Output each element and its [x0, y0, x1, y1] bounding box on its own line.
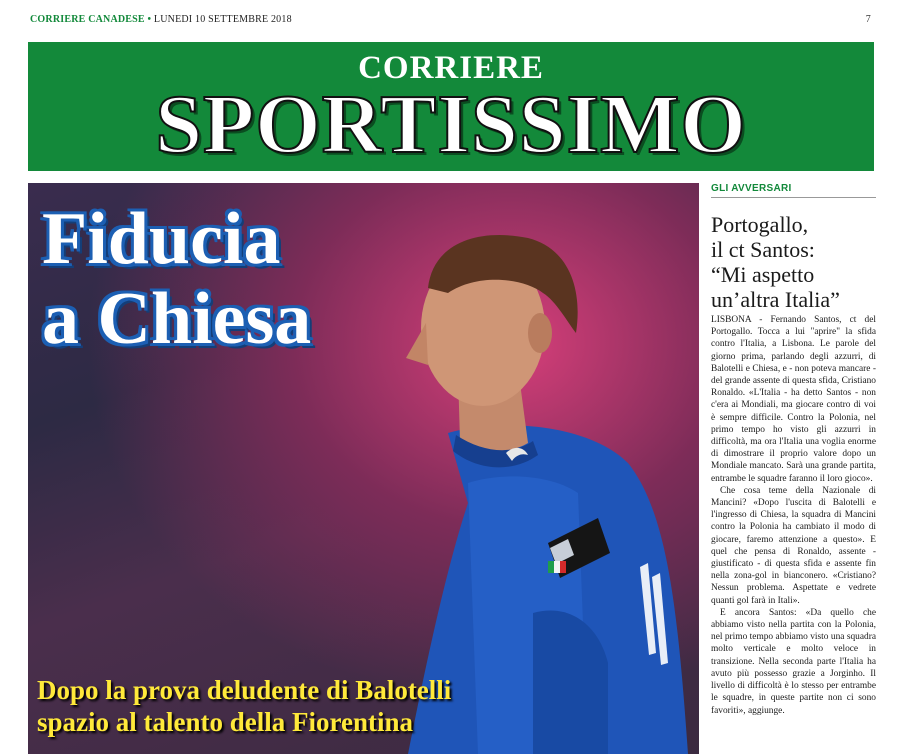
section-label: GLI AVVERSARI [711, 183, 876, 198]
title-line-1: Portogallo, [711, 212, 809, 237]
cover-subheadline [37, 674, 451, 738]
headline-line-2: a Chiesa [42, 278, 312, 360]
subhead-line-1: Dopo la prova deludente di Balotelli [37, 675, 452, 705]
cover-photo [28, 183, 699, 754]
masthead-title: SPORTISSIMO [155, 78, 747, 171]
page-number: 7 [865, 14, 871, 25]
article-title [711, 212, 876, 312]
headline-line-1: Fiducia [42, 198, 281, 280]
page-header-line [30, 14, 871, 30]
paper-name: CORRIERE CANADESE [30, 14, 145, 25]
masthead-top-text: CORRIERE [358, 50, 544, 86]
subhead-line-2: spazio al talento della Fiorentina [37, 707, 413, 737]
article-paragraph: E ancora Santos: «Da quello che abbiamo visto nella partita con la Polonia, nel primo tempo abbiamo visto una squadra molto verticale e molto veloce in transizione. Nella seconda parte l'Italia ha avuto più possesso grazie a Jorginho. Il livello di difficoltà è lo stesso per entrambe le squadre, in queste partite non ci sono favoriti», aggiunge. [711, 607, 876, 716]
article-body [711, 314, 876, 717]
sidebar-article [711, 183, 876, 717]
article-paragraph: Che cosa teme della Nazionale di Mancini? «Dopo l'uscita di Balotelli e l'ingresso di Chiesa, la squadra di Mancini contro la Polonia ha cambiato il modo di giocare, faremo attenzione a questo». E quel che pensa di Ronaldo, assente - giustificato - di questa sfida e assente fin nella zona-gol in bianconero. «Cristiano? Nessun problema. Aspettate e vedrete quanti gol farà in Itali». [711, 485, 876, 606]
title-line-4: un’altra Italia” [711, 287, 840, 312]
article-paragraph: LISBONA - Fernando Santos, ct del Portogallo. Tocca a lui "aprire" la sfida contro l'Italia, a Lisbona. Le parole del giorno prima, parlando degli azzurri, di Balotelli e Chiesa, e - non poteva mancare - del grande assente di questa sfida, Cristiano Ronaldo. «L'Italia - ha detto Santos - non c'era ai Mondiali, ma giocare contro di voi è sempre difficile. Contro la Polonia, nel primo tempo ho visto gli azzurri in difficoltà, ma ora l'Italia una voglia enorme di dimostrare il proprio valore dopo un Mondiale mancato. Sarà una grande partita, entrambe le squadre faranno il loro gioco». [711, 315, 876, 484]
title-line-2: il ct Santos: [711, 237, 815, 262]
masthead [28, 42, 874, 171]
cover-headline [42, 199, 311, 359]
title-line-3: “Mi aspetto [711, 262, 815, 287]
issue-date: LUNEDI 10 SETTEMBRE 2018 [153, 14, 292, 25]
header-separator: • [147, 14, 152, 25]
